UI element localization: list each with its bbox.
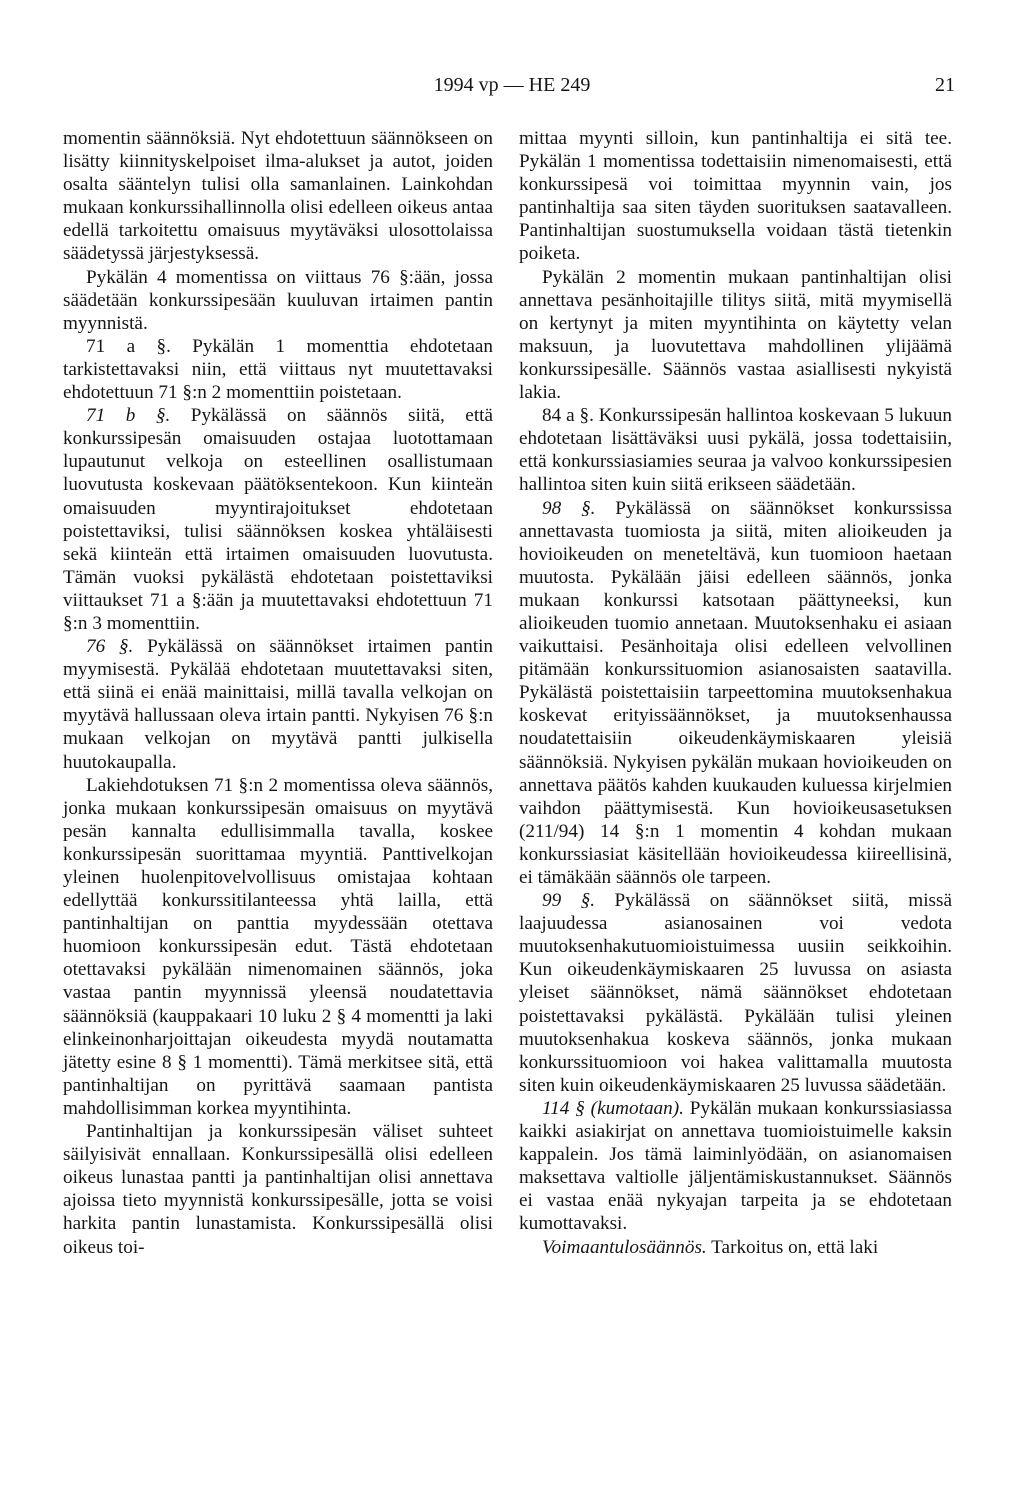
section-lead: 71 a §. — [86, 335, 171, 357]
paragraph-text: Pykälässä on säännökset konkurssissa annettavasta tuomiosta ja siitä, miten alioikeuden ja hovioikeuden on meneteltävä, kun tuomioon haetaan muutosta. Pykälään jäisi edelleen säännös, jonka mukaan konkurssi katsotaan päättyneeksi, kun alioikeuden tuomio annetaan. Muutoksenhaku ei asiaan vaikuttaisi. Pesänhoitaja olisi edelleen velvollinen pitämään konkurssituomion asianosaisten saatavilla. Pykälästä poistettaisiin tarpeettomina muutoksenhakua koskevat erityissäännökset, ja muutoksenhaussa noudatettaisiin oikeudenkäymiskaaren yleisiä säännöksiä. Nykyisen pykälän mukaan hovioikeuden on annettava päätös kahden kuukauden kuluessa kirjelmien vaihdon päättymisestä. Kun hovioikeusasetuksen (211/94) 14 §:n 1 momentin 4 kohdan mukaan konkurssiasiat käsitellään hovioikeudessa kiireellisinä, ei tämäkään säännös ole tarpeen. — [519, 497, 952, 888]
paragraph: momentin säännöksiä. Nyt ehdotettuun säännökseen on lisätty kiinnityskelpoiset ilma-alukset ja autot, joiden osalta sääntelyn tulisi olla samanlainen. Lainkohdan mukaan konkurssihallinnolla olisi edelleen oikeus antaa edellä tarkoitettu omaisuus myytäväksi ulosottolaissa säädetyssä järjestyksessä. — [63, 128, 493, 265]
paragraph — [519, 497, 952, 890]
paragraph-text: Pykälässä on säännökset siitä, missä laajuudessa asianosainen voi vedota muutoksenhakutuomioistuimessa uusiin seikkoihin. Kun oikeudenkäymiskaaren 25 luvussa on asiasta yleiset säännökset, nämä säännökset ehdotetaan poistettavaksi pykälästä. Pykälään tulisi yleinen muutoksenhakua koskeva säännös, jonka mukaan konkurssituomioon voi hakea valittamalla muutosta siten kuin oikeudenkäymiskaaren 25 luvussa säädetään. — [519, 890, 952, 1096]
paragraph-text: Konkurssipesän hallintoa koskevaan 5 lukuun ehdotetaan lisättäväksi uusi pykälä, jossa todettaisiin, että konkurssiasiamies seuraa ja valvoo konkurssipesien hallintoa siten kuin siitä erikseen säädetään. — [519, 405, 952, 496]
section-lead: 98 §. — [542, 497, 596, 519]
paragraph-text: Tarkoitus on, että laki — [706, 1236, 879, 1258]
paragraph: Pykälän 2 momentin mukaan pantinhaltijan olisi annettava pesänhoitajille tilitys siitä, mitä myymisellä on kertynyt ja miten myyntihinta on käytetty velan maksuun, ja luovutettava mahdollinen ylijäämä konkurssipesälle. Säännös vastaa asiallisesti nykyistä lakia. — [519, 266, 952, 404]
paragraph-text: Pykälän 1 momenttia ehdotetaan tarkistettavaksi niin, että viittaus nyt muutettavaksi ehdotettuun 71 §:n 2 momenttiin poistetaan. — [63, 335, 493, 404]
right-column — [519, 127, 952, 1259]
paragraph: mittaa myynti silloin, kun pantinhaltija ei sitä tee. Pykälän 1 momentissa todettaisiin nimenomaisesti, että konkurssipesä voi toimittaa myynnin vain, jos pantinhaltija saa siten täyden suorituksen saatavalleen. Pantinhaltijan suostumuksella voidaan tästä tietenkin poiketa. — [519, 128, 952, 265]
left-column — [63, 127, 493, 1259]
paragraph-text: Pykälässä on säännökset irtaimen pantin myymisestä. Pykälää ehdotetaan muutettavaksi siten, että siinä ei enää mainittaisi, millä tavalla velkojan on myytävä hallussaan oleva irtain pantti. Nykyisen 76 §:n mukaan velkojan on myytävä pantti julkisella huutokaupalla. — [63, 636, 493, 773]
paragraph — [519, 404, 952, 496]
running-header: 1994 vp — HE 249 — [433, 74, 591, 96]
paragraph: Lakiehdotuksen 71 §:n 2 momentissa oleva säännös, jonka mukaan konkurssipesän omaisuus on myytävä pesän kannalta edullisimmalla tavalla, koskee konkurssipesän suorittamaa myyntiä. Panttivelkojan yleinen huolenpitovelvollisuus omistajaa kohtaan edellyttää konkurssitilanteessa yhtä lailla, että pantinhaltijan on panttia myydessään otettava huomioon konkurssipesän edut. Tästä ehdotetaan otettavaksi pykälään nimenomainen säännös, joka vastaa pantin myynnissä yleensä noudatettavia säännöksiä (kauppakaari 10 luku 2 § 4 momentti ja laki elinkeinonharjoittajan oikeudesta myydä noutamatta jätetty esine 8 § 1 momentti). Tämä merkitsee sitä, että pantinhaltijan on pyrittävä saamaan pantista mahdollisimman korkea myyntihinta. — [63, 774, 493, 1119]
section-lead: 76 §. — [86, 636, 134, 658]
paragraph — [519, 1236, 952, 1259]
paragraph: Pantinhaltijan ja konkurssipesän väliset suhteet säilyisivät ennallaan. Konkurssipesällä olisi edelleen oikeus lunastaa pantti ja pantinhaltijan olisi annettava ajoissa tieto myynnistä konkurssipesälle, jotta se voisi harkita pantin lunastamista. Konkurssipesällä olisi oikeus toi- — [63, 1121, 493, 1258]
section-lead: 84 a §. — [542, 405, 594, 427]
paragraph — [63, 635, 493, 774]
paragraph — [63, 404, 493, 635]
paragraph — [519, 1097, 952, 1236]
paragraph-text: Pykälän mukaan konkurssiasiassa kaikki asiakirjat on annettava tuomioistuimelle kaksin kappalein. Jos tämä laiminlyödään, on asianomaisen maksettava valtiolle jäljentämiskustannukset. Säännös ei vastaa enää nykyajan tarpeita ja se ehdotetaan kumottavaksi. — [519, 1097, 952, 1235]
page-number: 21 — [935, 74, 955, 96]
section-lead: 114 § (kumotaan). — [542, 1097, 684, 1119]
paragraph: Pykälän 4 momentissa on viittaus 76 §:ään, jossa säädetään konkurssipesään kuuluvan irtaimen pantin myynnistä. — [63, 266, 493, 334]
paragraph-text: Pykälässä on säännös siitä, että konkurssipesän omaisuuden ostajaa luotottamaan lupautunut velkoja on esteellinen osallistumaan luovutusta koskevaan päätöksentekoon. Kun kiinteän omaisuuden myyntirajoitukset ehdotetaan poistettaviksi, tulisi säännöksen koskea yhtäläisesti sekä kiinteän että irtaimen omaisuuden luovutusta. Tämän vuoksi pykälästä ehdotetaan poistettaviksi viittaukset 71 a §:ään ja muutettavaksi ehdotettuun 71 §:n 3 momenttiin. — [63, 405, 494, 634]
section-lead: 99 §. — [542, 890, 596, 912]
paragraph — [519, 889, 952, 1097]
section-lead: Voimaantulosäännös. — [542, 1236, 707, 1258]
section-lead: 71 b §. — [86, 405, 171, 427]
paragraph — [63, 335, 493, 404]
